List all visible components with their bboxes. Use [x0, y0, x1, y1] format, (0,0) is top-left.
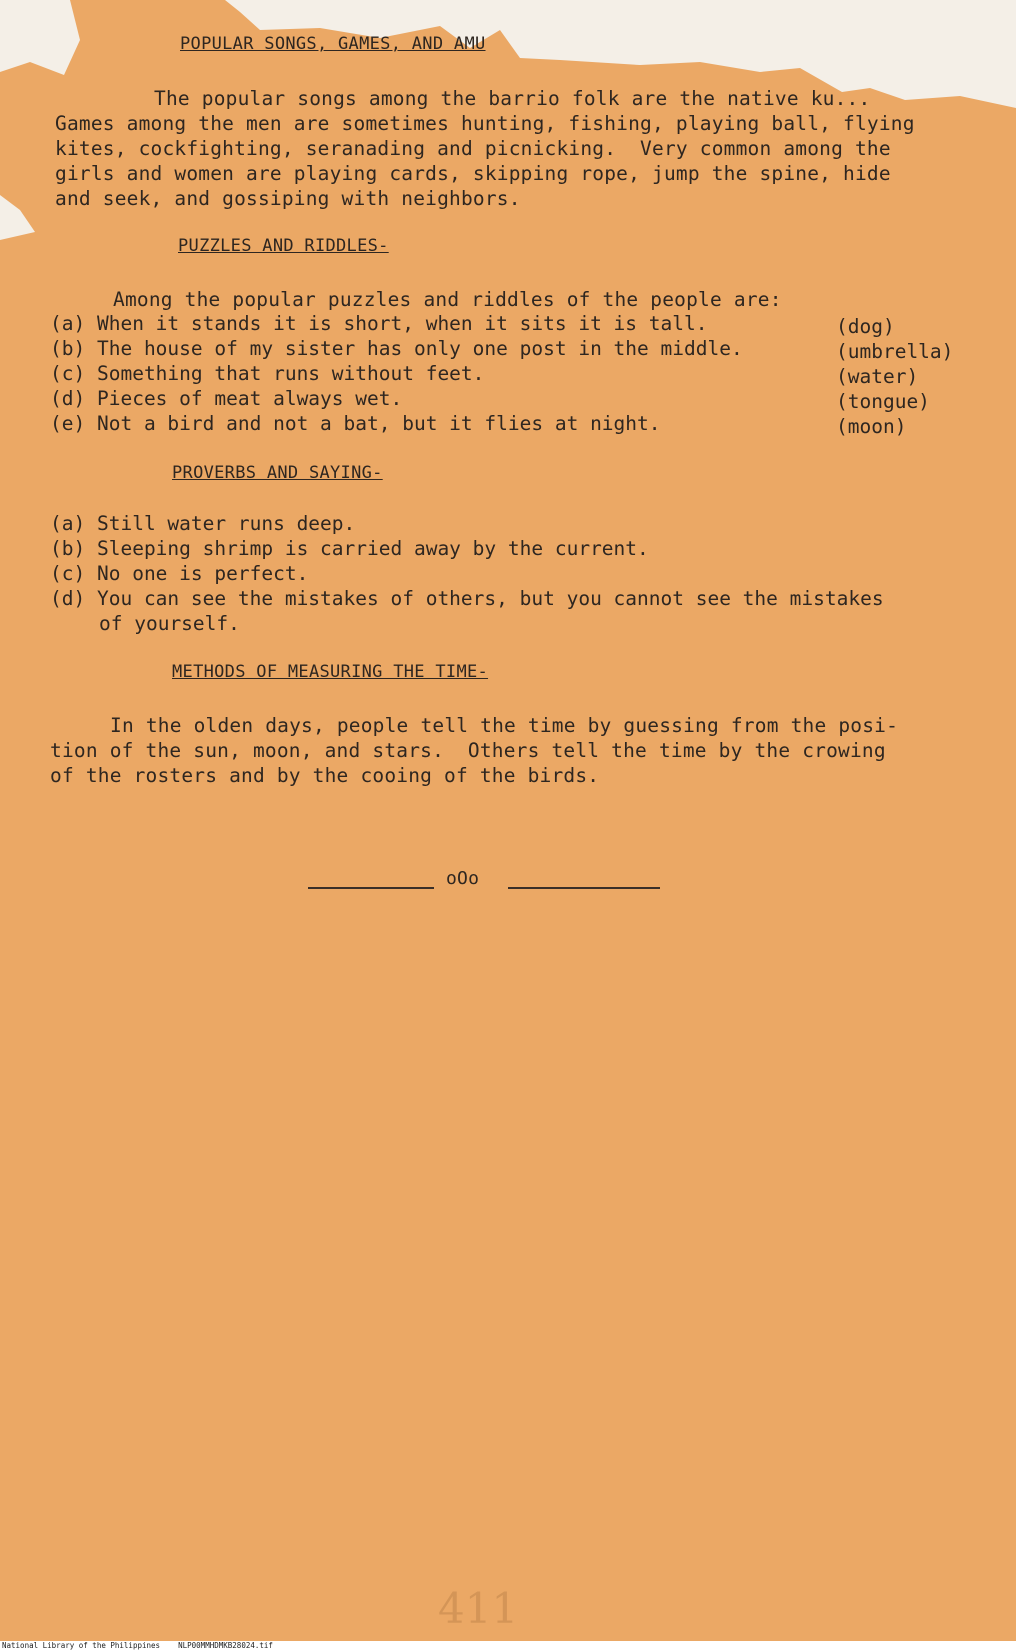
riddle-label: (e) [50, 412, 86, 435]
time-heading: METHODS OF MEASURING THE TIME- [172, 662, 489, 682]
riddle-label: (d) [50, 387, 86, 410]
proverb-label: (d) [50, 587, 86, 610]
songs-line-4: girls and women are playing cards, skipping rope, jump the spine, hide [55, 162, 891, 185]
time-line-2: tion of the sun, moon, and stars. Others tell the time by the crowing [50, 739, 886, 762]
riddle-label: (b) [50, 337, 86, 360]
divider-mark: oOo [446, 868, 480, 889]
songs-line-2: Games among the men are sometimes hunting, fishing, playing ball, flying [55, 112, 915, 135]
riddle-answer: (dog) [836, 315, 895, 338]
list-item [50, 511, 355, 536]
songs-heading: POPULAR SONGS, GAMES, AND AMU [180, 34, 486, 54]
proverb-text: No one is perfect. [96, 562, 309, 585]
proverb-label: (b) [50, 537, 86, 560]
riddles-heading: PUZZLES AND RIDDLES- [178, 236, 389, 256]
proverb-text: Sleeping shrimp is carried away by the current. [96, 537, 649, 560]
proverb-text: Still water runs deep. [96, 512, 356, 535]
riddle-label: (c) [50, 362, 86, 385]
riddles-intro: Among the popular puzzles and riddles of the people are: [113, 288, 782, 311]
list-item [50, 561, 308, 586]
proverbs-heading: PROVERBS AND SAYING- [172, 463, 383, 483]
proverb-continuation: of yourself. [99, 612, 240, 635]
riddle-text: The house of my sister has only one post in the middle. [96, 337, 743, 360]
divider-rule-left [308, 887, 434, 889]
riddle-answer: (moon) [836, 415, 907, 438]
songs-line-5: and seek, and gossiping with neighbors. [55, 187, 521, 210]
list-item [50, 411, 661, 436]
archive-footer: National Library of the Philippines NLP00MMHDMKB28024.tif [0, 1641, 1016, 1650]
riddle-text: Pieces of meat always wet. [96, 387, 403, 410]
proverb-label: (a) [50, 512, 86, 535]
list-item [50, 386, 402, 411]
list-item [50, 311, 707, 336]
list-item [50, 536, 649, 561]
list-item [50, 361, 484, 386]
riddle-text: When it stands it is short, when it sits it is tall. [96, 312, 708, 335]
divider-rule-right [508, 887, 660, 889]
handwritten-page-number: 411 [438, 1584, 519, 1633]
songs-line-1: The popular songs among the barrio folk are the native ku... [154, 87, 871, 110]
time-line-3: of the rosters and by the cooing of the birds. [50, 764, 600, 787]
riddle-text: Something that runs without feet. [96, 362, 485, 385]
proverb-label: (c) [50, 562, 86, 585]
riddle-answer: (umbrella) [836, 340, 954, 363]
songs-line-3: kites, cockfighting, seranading and picnicking. Very common among the [55, 137, 891, 160]
riddle-label: (a) [50, 312, 86, 335]
time-line-1: In the olden days, people tell the time by guessing from the posi- [110, 714, 899, 737]
proverb-text: You can see the mistakes of others, but you cannot see the mistakes [96, 587, 884, 610]
riddle-answer: (tongue) [836, 390, 930, 413]
riddle-text: Not a bird and not a bat, but it flies at night. [96, 412, 661, 435]
riddle-answer: (water) [836, 365, 919, 388]
list-item [50, 336, 743, 361]
list-item [50, 586, 884, 611]
